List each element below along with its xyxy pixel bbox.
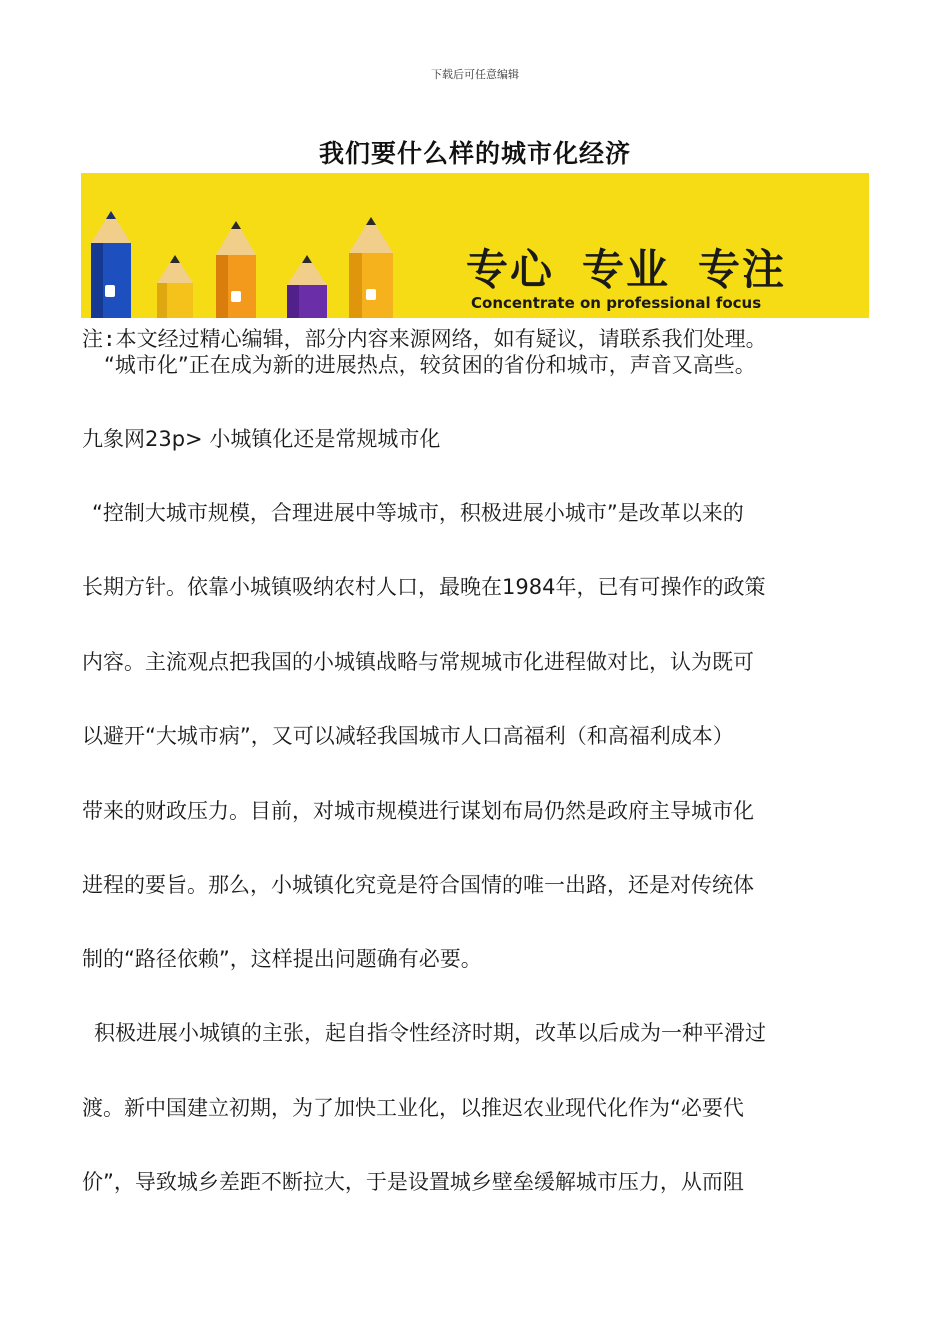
paragraph-line: 带来的财政压力。目前，对城市规模进行谋划布局仍然是政府主导城市化 [82, 799, 754, 823]
paragraph-line: 内容。主流观点把我国的小城镇战略与常规城市化进程做对比，认为既可 [82, 650, 754, 674]
paragraph-line: 以避开“大城市病”，又可以减轻我国城市人口高福利（和高福利成本） [82, 724, 734, 748]
banner-subtitle: Concentrate on professional focus [471, 294, 762, 312]
paragraph-line: 进程的要旨。那么，小城镇化究竟是符合国情的唯一出路，还是对传统体 [82, 873, 754, 897]
slogan-word: 专业 [582, 245, 671, 294]
banner-image [81, 173, 869, 318]
slogan-word: 专注 [698, 245, 787, 294]
header-note: 下载后可任意编辑 [431, 68, 519, 81]
orange-pencil-icon [216, 221, 256, 318]
notice-text: 注:本文经过精心编辑，部分内容来源网络，如有疑议，请联系我们处理。 [82, 327, 767, 351]
paragraph-line: 积极进展小城镇的主张，起自指令性经济时期，改革以后成为一种平滑过 [94, 1021, 766, 1045]
paragraph-line: 渡。新中国建立初期，为了加快工业化，以推迟农业现代化作为“必要代 [82, 1096, 744, 1120]
paragraph-line: “控制大城市规模，合理进展中等城市，积极进展小城市”是改革以来的 [92, 501, 744, 525]
yellow-pencil-icon [157, 255, 193, 318]
purple-pencil-icon [287, 255, 327, 318]
slogan-word: 专心 [466, 245, 555, 294]
paragraph-line: “城市化”正在成为新的进展热点，较贫困的省份和城市，声音又高些。 [104, 353, 756, 377]
document-title: 我们要什么样的城市化经济 [318, 139, 631, 168]
section-heading: 九象网23p> 小城镇化还是常规城市化 [82, 427, 441, 451]
banner-slogan [466, 237, 814, 297]
tall-orange-pencil-icon [349, 217, 393, 318]
paragraph-line: 制的“路径依赖”，这样提出问题确有必要。 [82, 947, 482, 971]
blue-pencil-icon [91, 211, 131, 318]
paragraph-line: 价”，导致城乡差距不断拉大，于是设置城乡壁垒缓解城市压力，从而阻 [82, 1170, 744, 1194]
paragraph-line: 长期方针。依靠小城镇吸纳农村人口，最晚在1984年，已有可操作的政策 [82, 575, 766, 599]
